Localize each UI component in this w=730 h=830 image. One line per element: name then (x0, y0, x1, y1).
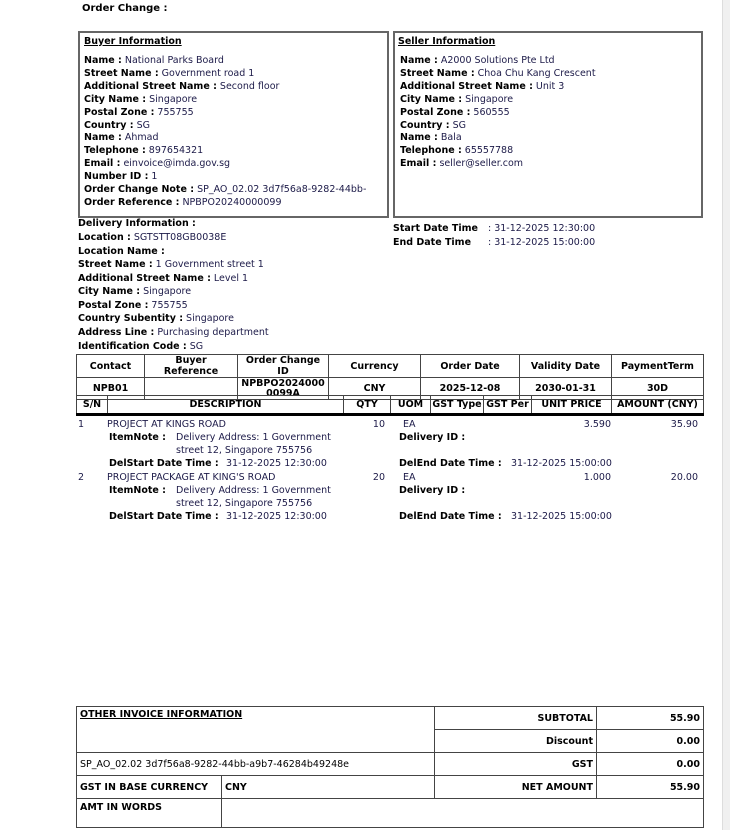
net-amount-value: 55.90 (597, 776, 704, 799)
item-end: 31-12-2025 15:00:00 (511, 458, 612, 469)
item-col-header: AMOUNT (CNY) (612, 396, 704, 415)
item-col-header: S/N (77, 396, 108, 415)
seller-field (400, 158, 596, 171)
end-date-value: : 31-12-2025 15:00:00 (488, 237, 596, 248)
delivery-field (78, 258, 269, 272)
order-col-value: NPB01 (77, 378, 145, 400)
field-label: Order Change Note : (84, 184, 195, 196)
field-label: Order Reference : (84, 196, 180, 208)
item-col-header: UOM (391, 396, 431, 415)
item-col-header: DESCRIPTION (108, 396, 344, 415)
amt-words-label: AMT IN WORDS (77, 799, 222, 828)
field-value: Singapore (465, 93, 514, 105)
item-price: 3.590 (583, 419, 611, 430)
field-value: Singapore (149, 93, 198, 105)
field-label: Additional Street Name : (400, 80, 533, 92)
order-col-header: Contact (77, 355, 145, 378)
field-label: Postal Zone : (78, 299, 149, 311)
field-label: Country : (400, 119, 450, 131)
field-value: SG (136, 119, 150, 131)
buyer-info-box (78, 31, 389, 218)
item-qty: 20 (372, 472, 385, 483)
item-sn: 1 (78, 419, 85, 430)
subtotal-label: SUBTOTAL (435, 707, 597, 730)
field-value: 65557788 (464, 145, 514, 157)
order-col-header: Order Change ID (238, 355, 329, 378)
field-label: Telephone : (84, 145, 146, 157)
gst-value: 0.00 (597, 753, 704, 776)
item-start: 31-12-2025 12:30:00 (226, 511, 327, 522)
item-uom: EA (403, 472, 416, 483)
items-header-table (76, 395, 704, 416)
item-note2: street 12, Singapore 755756 (176, 445, 313, 456)
field-value: National Parks Board (124, 55, 224, 66)
buyer-field (84, 197, 366, 210)
field-label: Name : (84, 55, 122, 66)
summary-table (76, 706, 704, 828)
item-col-header: QTY (344, 396, 391, 415)
order-col-header: PaymentTerm (612, 355, 704, 378)
item-desc: PROJECT PACKAGE AT KING'S ROAD (107, 472, 276, 483)
seller-field (400, 107, 596, 120)
order-col-value: 30D (612, 378, 704, 400)
field-label: Telephone : (400, 145, 462, 157)
order-col-header: Order Date (421, 355, 520, 378)
field-value: SP_AO_02.02 3d7f56a8-9282-44bb- (197, 184, 367, 196)
buyer-field (84, 120, 366, 133)
item-uom: EA (403, 419, 416, 430)
start-date-value: : 31-12-2025 12:30:00 (488, 223, 596, 234)
gst-base-value: CNY (222, 776, 435, 799)
order-note-full: SP_AO_02.02 3d7f56a8-9282-44bb-a9b7-46284b49248e (77, 753, 435, 776)
field-label: Country Subentity : (78, 313, 184, 325)
buyer-field (84, 184, 366, 197)
field-label: Postal Zone : (84, 106, 155, 118)
field-value: NPBPO20240000099 (182, 196, 282, 208)
buyer-field (84, 94, 366, 107)
delivery-field (78, 312, 269, 326)
buyer-field (84, 55, 366, 68)
field-value: A2000 Solutions Pte Ltd (440, 55, 555, 66)
seller-field (400, 68, 596, 81)
other-info-heading: OTHER INVOICE INFORMATION (80, 709, 243, 720)
start-date-label: Start Date Time (393, 223, 478, 234)
gst-base-label: GST IN BASE CURRENCY (77, 776, 222, 799)
order-col-value: 2030-01-31 (520, 378, 612, 400)
field-value: Ahmad (124, 132, 159, 144)
field-label: Location Name : (78, 245, 165, 257)
buyer-field (84, 68, 366, 81)
discount-value: 0.00 (597, 730, 704, 753)
item-amount: 20.00 (670, 472, 698, 483)
item-desc: PROJECT AT KINGS ROAD (107, 419, 226, 430)
item-col-header: UNIT PRICE (532, 396, 612, 415)
field-value: Government road 1 (161, 67, 255, 79)
field-value: 755755 (157, 106, 194, 118)
field-label: Street Name : (84, 67, 159, 79)
item-end: 31-12-2025 15:00:00 (511, 511, 612, 522)
field-value: 1 Government street 1 (155, 259, 264, 271)
field-value: 755755 (151, 299, 188, 311)
field-label: Number ID : (84, 171, 149, 183)
item-note1: Delivery Address: 1 Government (176, 432, 331, 443)
order-table (76, 354, 704, 400)
subtotal-value: 55.90 (597, 707, 704, 730)
field-label: Postal Zone : (400, 106, 471, 118)
field-label: Street Name : (78, 259, 153, 271)
field-value: 560555 (473, 106, 510, 118)
field-label: Email : (400, 158, 437, 170)
start-date-time (393, 223, 595, 236)
item-amount: 35.90 (670, 419, 698, 430)
delivery-field (78, 285, 269, 299)
field-value: SG (189, 340, 204, 352)
order-col-header: Currency (329, 355, 421, 378)
delivery-field (78, 272, 269, 286)
page-title: Order Change : (82, 3, 168, 14)
order-col-header: Buyer Reference (145, 355, 238, 378)
delivery-field (78, 340, 269, 354)
field-label: City Name : (84, 93, 147, 105)
field-label: Country : (84, 119, 134, 131)
item-note2: street 12, Singapore 755756 (176, 498, 313, 509)
buyer-heading: Buyer Information (84, 36, 182, 47)
item-col-header: GST Type (431, 396, 484, 415)
buyer-field (84, 132, 366, 145)
field-value: Choa Chu Kang Crescent (477, 67, 596, 79)
field-value: SGTSTT08GB0038E (133, 231, 227, 243)
field-label: Additional Street Name : (78, 272, 211, 284)
item-start-label: DelStart Date Time : (109, 511, 219, 522)
order-col-value: 2025-12-08 (421, 378, 520, 400)
delivery-heading: Delivery Information : (78, 218, 196, 229)
item-delid-label: Delivery ID : (399, 485, 466, 496)
item-price: 1.000 (583, 472, 611, 483)
item-note-label: ItemNote : (109, 485, 166, 496)
field-value: Purchasing department (157, 327, 269, 339)
field-label: Additional Street Name : (84, 80, 217, 92)
field-value: Singapore (143, 286, 192, 298)
field-label: City Name : (78, 286, 141, 298)
field-value: 1 (151, 171, 158, 183)
order-col-value: CNY (329, 378, 421, 400)
item-note1: Delivery Address: 1 Government (176, 485, 331, 496)
field-label: Name : (400, 132, 438, 144)
item-end-label: DelEnd Date Time : (399, 511, 502, 522)
field-label: Email : (84, 158, 121, 170)
buyer-field (84, 81, 366, 94)
scrollbar[interactable] (722, 0, 730, 830)
end-date-label: End Date Time (393, 237, 472, 248)
seller-info-box (393, 31, 703, 218)
delivery-info (78, 218, 269, 353)
field-value: Level 1 (213, 272, 249, 284)
gst-label: GST (435, 753, 597, 776)
field-label: Name : (84, 132, 122, 144)
field-value: SG (452, 119, 466, 131)
buyer-field (84, 145, 366, 158)
item-sn: 2 (78, 472, 85, 483)
order-col-value: NPBPO20240000099A (238, 378, 329, 400)
seller-field (400, 120, 596, 133)
buyer-field (84, 107, 366, 120)
field-value: Unit 3 (535, 80, 565, 92)
net-amount-label: NET AMOUNT (435, 776, 597, 799)
discount-label: Discount (435, 730, 597, 753)
item-delid-label: Delivery ID : (399, 432, 466, 443)
item-qty: 10 (372, 419, 385, 430)
item-note-label: ItemNote : (109, 432, 166, 443)
delivery-field (78, 231, 269, 245)
seller-field (400, 55, 596, 68)
field-label: Address Line : (78, 327, 155, 339)
seller-field (400, 132, 596, 145)
seller-field (400, 81, 596, 94)
field-label: Identification Code : (78, 340, 187, 352)
seller-field (400, 145, 596, 158)
field-label: Name : (400, 55, 438, 66)
field-value: Singapore (186, 313, 234, 325)
field-label: Location : (78, 231, 131, 243)
seller-fields (400, 55, 596, 171)
delivery-field (78, 245, 269, 259)
item-end-label: DelEnd Date Time : (399, 458, 502, 469)
delivery-field (78, 326, 269, 340)
field-value: seller@seller.com (439, 158, 524, 170)
field-label: Street Name : (400, 67, 475, 79)
field-value: 897654321 (148, 145, 204, 157)
field-label: City Name : (400, 93, 463, 105)
field-value: Bala (440, 132, 462, 144)
delivery-field (78, 299, 269, 313)
buyer-fields (84, 55, 366, 210)
item-col-header: GST Per (484, 396, 532, 415)
item-start: 31-12-2025 12:30:00 (226, 458, 327, 469)
order-col-header: Validity Date (520, 355, 612, 378)
seller-field (400, 94, 596, 107)
field-value: einvoice@imda.gov.sg (123, 158, 231, 170)
buyer-field (84, 158, 366, 171)
seller-heading: Seller Information (398, 36, 496, 47)
item-start-label: DelStart Date Time : (109, 458, 219, 469)
buyer-field (84, 171, 366, 184)
field-value: Second floor (219, 80, 280, 92)
end-date-time (393, 237, 595, 250)
